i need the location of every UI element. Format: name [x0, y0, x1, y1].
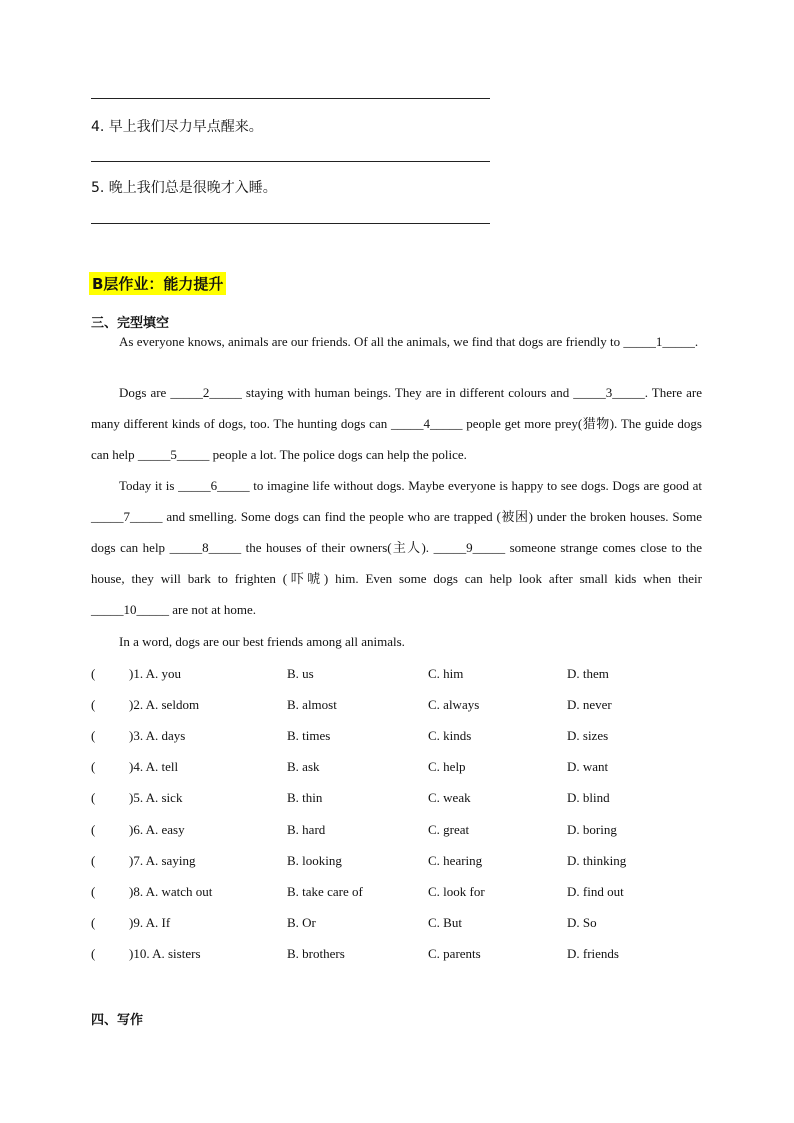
question-stem: )9. A. If — [129, 915, 171, 930]
option-b: B. almost — [287, 697, 337, 712]
question-row — [91, 728, 711, 748]
option-d: D. boring — [567, 822, 617, 837]
option-d: D. blind — [567, 790, 610, 805]
question-stem: )4. A. tell — [129, 759, 179, 774]
question-stem: )5. A. sick — [129, 790, 183, 805]
option-d: D. So — [567, 915, 597, 930]
option-d: D. them — [567, 666, 609, 681]
option-d: D. find out — [567, 884, 624, 899]
question-row — [91, 790, 711, 810]
question-row — [91, 822, 711, 842]
question-row — [91, 697, 711, 717]
option-b: B. hard — [287, 822, 326, 837]
answer-paren[interactable]: ( — [91, 697, 96, 712]
option-b: B. us — [287, 666, 314, 681]
option-b: B. ask — [287, 759, 320, 774]
option-b: B. take care of — [287, 884, 363, 899]
answer-paren[interactable]: ( — [91, 759, 96, 774]
option-d: D. sizes — [567, 728, 609, 743]
answer-paren[interactable]: ( — [91, 666, 96, 681]
option-c: C. But — [428, 915, 462, 930]
option-d: D. never — [567, 697, 612, 712]
option-b: B. thin — [287, 790, 323, 805]
answer-paren[interactable]: ( — [91, 728, 96, 743]
option-c: C. always — [428, 697, 480, 712]
option-d: D. thinking — [567, 853, 627, 868]
option-b: B. brothers — [287, 946, 345, 961]
answer-line-5 — [91, 223, 490, 224]
question-row — [91, 853, 711, 873]
passage-paragraph-3: Today it is _____6_____ to imagine life without dogs. Maybe everyone is happy to see dogs. Dogs are good at _____7_____ and smelling. Some dogs can find the people who are trapped (被困) under the broken houses. Some dogs can help _____8_____ the houses of their owners(主人). _____9_____ someone strange comes close to the house, they will bark to frighten (吓唬) him. Even some dogs can help look after small kids when their _____10_____ are not at home. — [91, 478, 702, 617]
layer-b-heading: B层作业：能力提升 — [89, 272, 226, 295]
answer-paren[interactable]: ( — [91, 822, 96, 837]
translation-item-5: 5. 晚上我们总是很晚才入睡。 — [91, 180, 277, 196]
option-b: B. Or — [287, 915, 316, 930]
passage-paragraph-1: As everyone knows, animals are our friends. Of all the animals, we find that dogs are friendly to _____1_____. — [119, 334, 699, 349]
question-stem: )8. A. watch out — [129, 884, 213, 899]
option-d: D. want — [567, 759, 609, 774]
question-stem: )7. A. saying — [129, 853, 196, 868]
answer-paren[interactable]: ( — [91, 915, 96, 930]
answer-paren[interactable]: ( — [91, 884, 96, 899]
answer-paren[interactable]: ( — [91, 946, 96, 961]
section-4-title: 四、写作 — [91, 1013, 144, 1028]
option-c: C. him — [428, 666, 464, 681]
question-row — [91, 946, 711, 966]
question-row — [91, 884, 711, 904]
answer-paren[interactable]: ( — [91, 853, 96, 868]
question-stem: )2. A. seldom — [129, 697, 200, 712]
question-row — [91, 759, 711, 779]
option-c: C. hearing — [428, 853, 483, 868]
question-stem: )10. A. sisters — [129, 946, 201, 961]
question-row — [91, 666, 711, 686]
option-c: C. kinds — [428, 728, 472, 743]
answer-line-4 — [91, 161, 490, 162]
option-d: D. friends — [567, 946, 619, 961]
option-b: B. times — [287, 728, 331, 743]
option-c: C. help — [428, 759, 466, 774]
answer-paren[interactable]: ( — [91, 790, 96, 805]
question-stem: )3. A. days — [129, 728, 186, 743]
option-c: C. great — [428, 822, 470, 837]
section-3-title: 三、完型填空 — [91, 316, 170, 331]
option-c: C. parents — [428, 946, 481, 961]
question-stem: )1. A. you — [129, 666, 181, 681]
question-row — [91, 915, 711, 935]
option-b: B. looking — [287, 853, 342, 868]
question-stem: )6. A. easy — [129, 822, 185, 837]
answer-line-3 — [91, 98, 490, 99]
passage-paragraph-4: In a word, dogs are our best friends among all animals. — [119, 634, 405, 649]
translation-item-4: 4. 早上我们尽力早点醒来。 — [91, 119, 263, 135]
option-c: C. look for — [428, 884, 485, 899]
passage-paragraph-2: Dogs are _____2_____ staying with human beings. They are in different colours and _____3_____. There are many different kinds of dogs, too. The hunting dogs can _____4_____ people get more prey(猎物). The guide dogs can help _____5_____ people a lot. The police dogs can help the police. — [91, 385, 702, 462]
option-c: C. weak — [428, 790, 471, 805]
